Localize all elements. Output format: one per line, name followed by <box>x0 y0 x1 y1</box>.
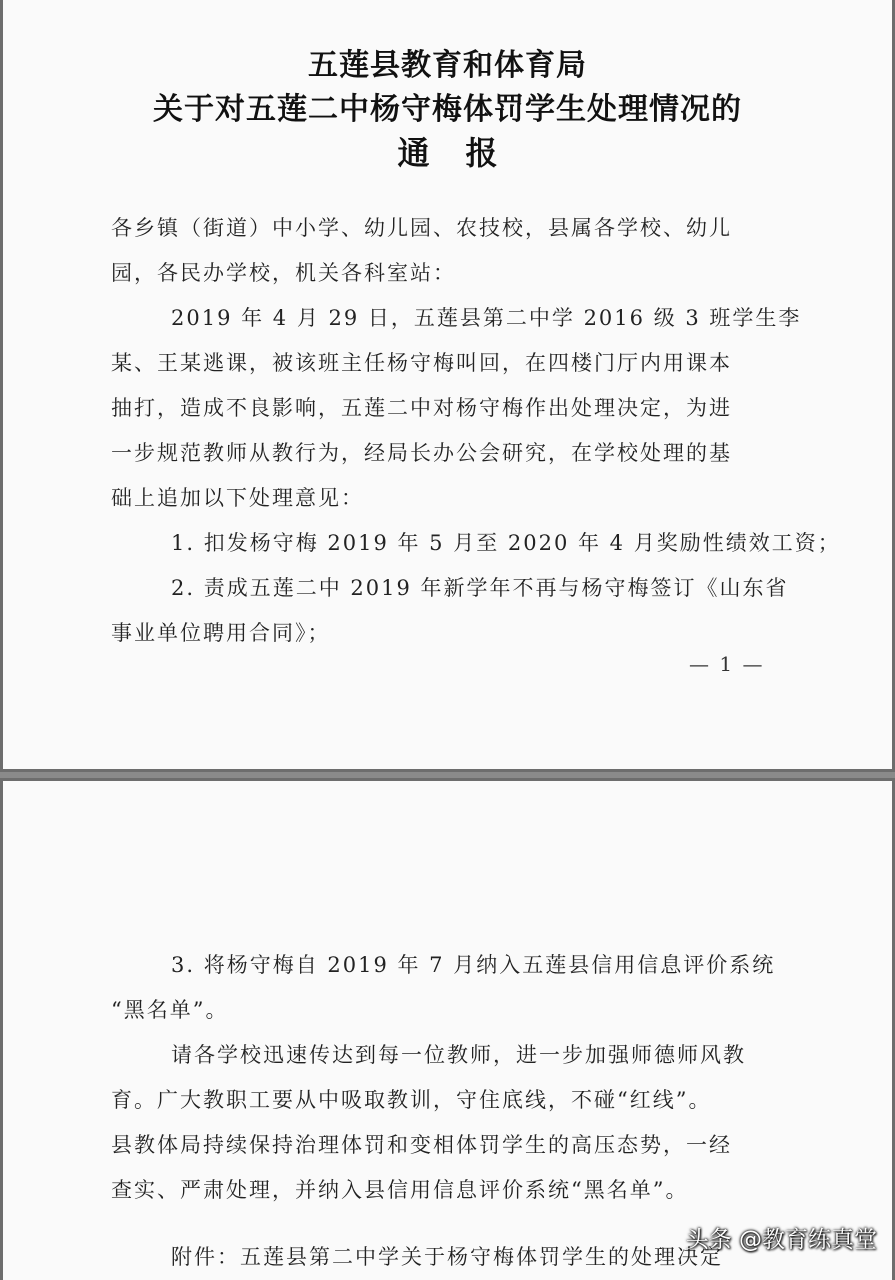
addressee-line-1: 各乡镇（街道）中小学、幼儿园、农技校，县属各学校、幼儿 <box>111 216 732 240</box>
body-line-1: 2019 年 4 月 29 日，五莲县第二中学 2016 级 3 班学生李 <box>171 306 802 330</box>
penalty-item-1: 1. 扣发杨守梅 2019 年 5 月至 2020 年 4 月奖励性绩效工资； <box>171 531 841 555</box>
closing-line-2: 育。广大教职工要从中吸取教训，守住底线，不碰“红线”。 <box>111 1088 712 1112</box>
closing-line-1: 请各学校迅速传达到每一位教师，进一步加强师德师风教 <box>171 1043 746 1067</box>
body-line-5: 础上追加以下处理意见： <box>111 486 364 510</box>
penalty-item-2: 2. 责成五莲二中 2019 年新学年不再与杨守梅签订《山东省 <box>171 576 789 600</box>
document-title-type: 通报 <box>397 134 534 172</box>
document-title-subject: 关于对五莲二中杨守梅体罚学生处理情况的 <box>153 92 742 127</box>
penalty-item-3-cont: “黑名单”。 <box>111 998 229 1022</box>
addressee-line-2: 园，各民办学校，机关各科室站： <box>111 261 456 285</box>
penalty-item-3: 3. 将杨守梅自 2019 年 7 月纳入五莲县信用信息评价系统 <box>171 953 776 977</box>
page-number: — 1 — <box>689 652 765 676</box>
document-title-issuer: 五莲县教育和体育局 <box>308 48 587 83</box>
closing-line-4: 查实、严肃处理，并纳入县信用信息评价系统“黑名单”。 <box>111 1178 689 1202</box>
watermark-label: 头条 @教育练真堂 <box>685 1227 877 1253</box>
closing-line-3: 县教体局持续保持治理体罚和变相体罚学生的高压态势，一经 <box>111 1133 732 1157</box>
body-line-2: 某、王某逃课，被该班主任杨守梅叫回，在四楼门厅内用课本 <box>111 351 732 375</box>
body-line-3: 抽打，造成不良影响，五莲二中对杨守梅作出处理决定，为进 <box>111 396 732 420</box>
body-line-4: 一步规范教师从教行为，经局长办公会研究，在学校处理的基 <box>111 441 732 465</box>
penalty-item-2-cont: 事业单位聘用合同》； <box>111 621 331 645</box>
attachment-line: 附件：五莲县第二中学关于杨守梅体罚学生的处理决定 <box>171 1245 723 1269</box>
document-page-2 <box>0 778 895 1280</box>
